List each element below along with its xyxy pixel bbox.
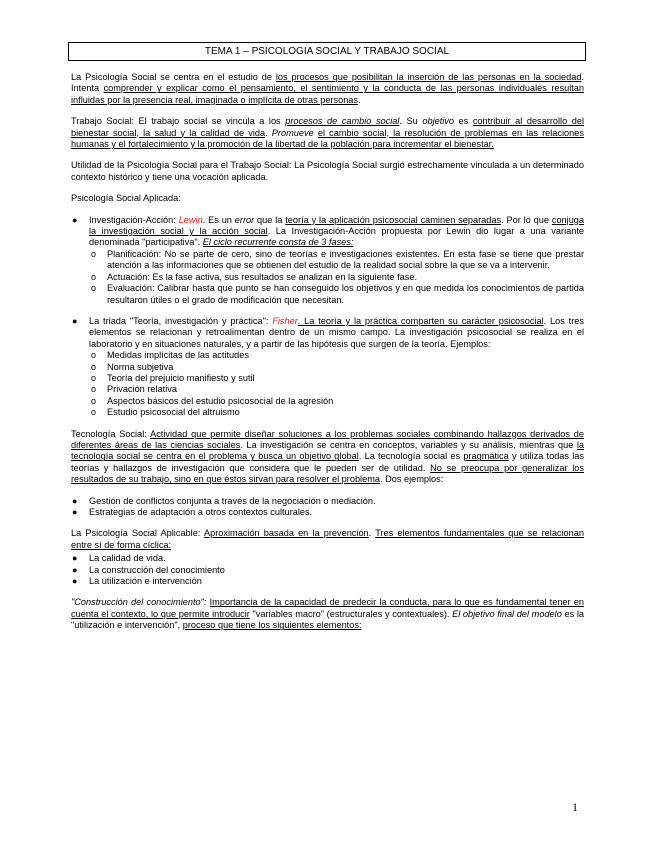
circle-bullet-icon: o xyxy=(91,372,97,383)
list-item: ● Gestión de conflictos conjunta a través de la negociación o mediación. xyxy=(72,495,376,506)
sub-item-example: o Estudio psicosocial del altruismo xyxy=(91,407,240,418)
bullet-icon: ● xyxy=(72,576,78,587)
list-item: ● La calidad de vida. xyxy=(72,553,166,564)
sub-item-actuacion: o Actuación: Es la fase activa, sus resultados se analizan en la siguiente fase. xyxy=(91,271,418,282)
bullet-icon: ● xyxy=(72,214,78,225)
sub-item-planificacion: o Planificación: No se parte de cero, sino de teorías e investigaciones existentes. En esta fase se tiene que prestar atención a las informaciones que se obtienen del estudio de la realidad social sobre la que se va a intervenir. xyxy=(91,248,584,271)
circle-bullet-icon: o xyxy=(91,407,97,418)
bullet-icon: ● xyxy=(72,495,78,506)
page-number: 1 xyxy=(572,800,578,814)
circle-bullet-icon: o xyxy=(91,283,97,294)
sub-item-example: o Norma subjetiva xyxy=(91,361,174,372)
paragraph-tecnologia-social: Tecnología Social: Actividad que permite diseñar soluciones a los problemas sociales combinando hallazgos derivados de diferentes áreas de las ciencias sociales. La investigación se centra en conceptos, variables y su análisis, mientras que la tecnología social se centra en el problema y busca un objetivo global. La tecnología social es pragmática y utiliza todas las teorías y hallazgos de investigación que considera que le pueden ser de utilidad. No se preocupa por generalizar los resultados de su trabajo, sino en que éstos sirvan para resolver el problema. Dos ejemplos: xyxy=(71,428,584,485)
sub-item-example: o Aspectos básicos del estudio psicosocial de la agresión xyxy=(91,395,334,406)
bullet-icon: ● xyxy=(72,507,78,517)
paragraph-construccion-conocimiento: "Construcción del conocimiento": Importancia de la capacidad de predecir la conducta, para lo que es fundamental tener en cuenta el contexto, lo que permite introducir "variables macro" (estructurales y contextuales). El objetivo final del modelo es la "utilización e intervención", proceso que tiene los siguientes elementos: xyxy=(71,597,584,631)
circle-bullet-icon: o xyxy=(91,384,97,395)
list-item: ● La utilización e intervención xyxy=(72,576,202,587)
list-item: ● La construcción del conocimiento xyxy=(72,564,225,575)
list-item: ● Estrategias de adaptación a otros contextos culturales. xyxy=(72,507,313,517)
bullet-triada: ● La triada "Teoría, investigación y práctica": Fisher. La teoría y la práctica comparten su carácter psicosocial. Los tres elementos se relacionan y retroalimentan dentro de un mismo campo. La investigación psicosocial se realiza en el laboratorio y en situaciones naturales, y a partir de las hipótesis que surgen de la teoría. Ejemplos: xyxy=(72,315,584,349)
sub-item-example: o Medidas implícitas de las actitudes xyxy=(91,350,249,361)
sub-item-evaluacion: o Evaluación: Calibrar hasta que punto se han conseguido los objetivos y en que medida los conocimientos de partida resultaron útiles o el grado de modificación que necesitan. xyxy=(91,283,584,305)
circle-bullet-icon: o xyxy=(91,350,97,361)
circle-bullet-icon: o xyxy=(91,361,97,372)
circle-bullet-icon: o xyxy=(91,248,97,259)
circle-bullet-icon: o xyxy=(91,395,97,406)
circle-bullet-icon: o xyxy=(91,271,97,282)
document-body xyxy=(71,72,584,642)
bullet-icon: ● xyxy=(72,564,78,575)
sub-item-example: o Privación relativa xyxy=(91,384,177,395)
paragraph-psicologia-aplicable: La Psicología Social Aplicable: Aproximación basada en la prevención. Tres elementos fundamentales que se relacionan entre sí de forma cíclica: xyxy=(71,528,584,550)
paragraph-psicologia-social: La Psicología Social se centra en el estudio de los procesos que posibilitan la inserción de las personas en la sociedad. Intenta comprender y explicar como el pensamiento, el sentimiento y la conducta de las personas individuales resultan influidas por la presencia real, imaginada o implícita de otras personas. xyxy=(71,72,585,105)
paragraph-utilidad: Utilidad de la Psicología Social para el Trabajo Social: La Psicología Social surgió estrechamente vinculada a un determinado contexto histórico y tiene una vocación aplicada. xyxy=(71,160,584,182)
paragraph-trabajo-social: Trabajo Social: El trabajo social se vincula a los procesos de cambio social. Su objetivo es contribuir al desarrollo del bienestar social, la salud y la calidad de vida. Promueve el cambio social, la resolución de problemas en las relaciones humanas y el fortalecimiento y la promoción de la libertad de la población para incrementar el bienestar. xyxy=(71,116,584,150)
bullet-icon: ● xyxy=(72,315,78,326)
bullet-investigacion-accion: ● Investigación-Acción: Lewin. Es un error que la teoría y la aplicación psicosocial caminen separadas. Por lo que conjuga la investigación social y la acción social. La Investigación-Acción propuesta por Lewin dio lugar a una variante denominada "participativa". El ciclo recurrente consta de 3 fases: xyxy=(72,214,585,248)
sub-item-example: o Teoría del prejuicio manifiesto y sutil xyxy=(91,372,255,383)
paragraph-aplicada-heading: Psicología Social Aplicada: xyxy=(71,193,181,204)
author-fisher: Fisher xyxy=(272,315,298,326)
author-lewin: Lewin xyxy=(178,214,203,225)
bullet-icon: ● xyxy=(72,553,78,564)
document-title: TEMA 1 – PSICOLOGIA SOCIAL Y TRABAJO SOCIAL xyxy=(68,42,586,61)
